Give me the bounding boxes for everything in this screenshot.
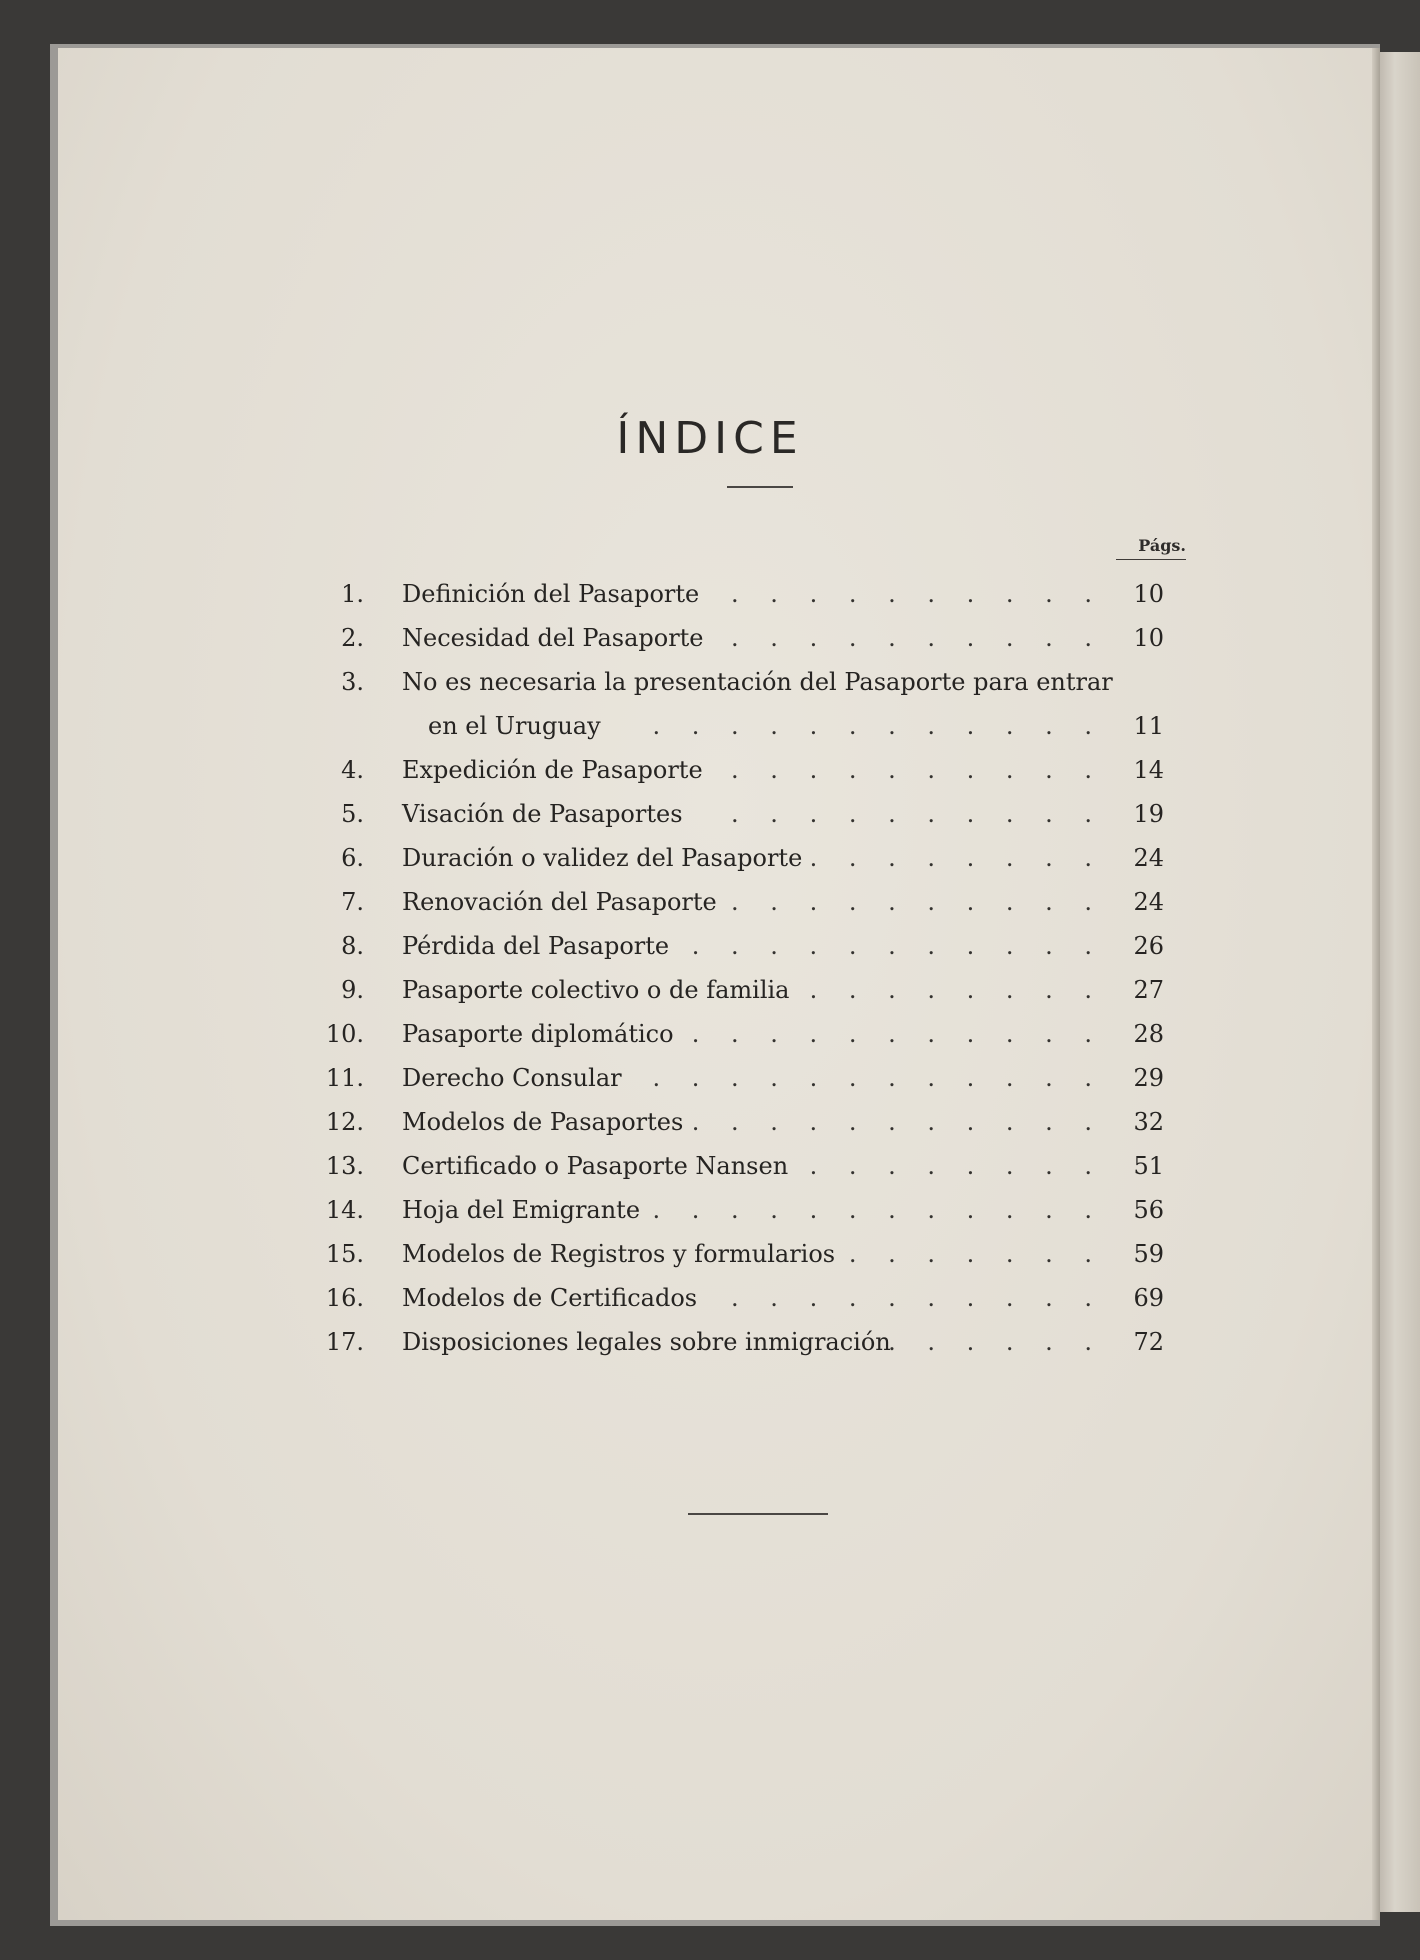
entry-title: Modelos de Certificados (402, 1284, 698, 1312)
dot-leader: . . . . . . . . (809, 976, 1104, 1004)
entry-number: 10. (325, 1020, 364, 1048)
dot-leader: . . . . . . . . . . . (691, 932, 1104, 960)
pages-column-header: Págs. (1138, 536, 1186, 555)
entry-page-number: 11 (1133, 712, 1164, 740)
entry-page-number: 32 (1133, 1108, 1164, 1136)
entry-number: 9. (341, 976, 364, 1004)
entry-number: 17. (325, 1328, 364, 1356)
entry-title: Duración o validez del Pasaporte (402, 844, 803, 872)
entry-title: Visación de Pasaportes (402, 800, 683, 828)
entry-title: Necesidad del Pasaporte (402, 624, 704, 652)
entry-page-number: 10 (1133, 624, 1164, 652)
entry-number: 5. (341, 800, 364, 828)
entry-page-number: 26 (1133, 932, 1164, 960)
toc-entry (325, 1020, 1164, 1060)
toc-entry (325, 1064, 1164, 1104)
toc-entry (340, 712, 1164, 752)
entry-title: No es necesaria la presentación del Pasaporte para entrar (402, 668, 1113, 696)
entry-title: Pasaporte colectivo o de familia (402, 976, 790, 1004)
dot-leader: . . . . . . . . . . . . (652, 712, 1104, 740)
entry-number: 2. (341, 624, 364, 652)
entry-number: 15. (325, 1240, 364, 1268)
entry-title: Modelos de Pasaportes (402, 1108, 684, 1136)
entry-page-number: 19 (1133, 800, 1164, 828)
index-title: ÍNDICE (616, 413, 804, 464)
entry-title: Pérdida del Pasaporte (402, 932, 670, 960)
dot-leader: . . . . . . . . . . . . (652, 1196, 1104, 1224)
entry-number: 4. (341, 756, 364, 784)
entry-number: 16. (325, 1284, 364, 1312)
entry-page-number: 10 (1133, 580, 1164, 608)
toc-entry (325, 1196, 1164, 1236)
entry-page-number: 56 (1133, 1196, 1164, 1224)
toc-entry (340, 800, 1164, 840)
toc-entry (340, 624, 1164, 664)
entry-page-number: 28 (1133, 1020, 1164, 1048)
entry-title: Modelos de Registros y formularios (402, 1240, 836, 1268)
toc-entry (325, 1152, 1164, 1192)
entry-number: 13. (325, 1152, 364, 1180)
dot-leader: . . . . . . . . . . . (691, 1020, 1104, 1048)
entry-page-number: 24 (1133, 844, 1164, 872)
toc-entry (340, 888, 1164, 928)
entry-page-number: 14 (1133, 756, 1164, 784)
dot-leader: . . . . . . (888, 1328, 1104, 1356)
dot-leader: . . . . . . . . . . (731, 888, 1104, 916)
entry-title: en el Uruguay (428, 712, 601, 740)
entry-page-number: 27 (1133, 976, 1164, 1004)
entry-number: 1. (341, 580, 364, 608)
bottom-divider (688, 1513, 828, 1515)
dot-leader: . . . . . . . . (809, 844, 1104, 872)
dot-leader: . . . . . . . . . . (731, 800, 1104, 828)
dot-leader: . . . . . . . . . . . . (652, 1064, 1104, 1092)
entry-page-number: 24 (1133, 888, 1164, 916)
entry-number: 11. (325, 1064, 364, 1092)
entry-title: Pasaporte diplomático (402, 1020, 674, 1048)
entry-title: Certificado o Pasaporte Nansen (402, 1152, 789, 1180)
dot-leader: . . . . . . . . . . (731, 756, 1104, 784)
toc-entry (340, 932, 1164, 972)
entry-title: Definición del Pasaporte (402, 580, 700, 608)
toc-entry (340, 844, 1164, 884)
dot-leader: . . . . . . . (848, 1240, 1104, 1268)
entry-title: Disposiciones legales sobre inmigración (402, 1328, 891, 1356)
entry-number: 3. (341, 668, 364, 696)
entry-title: Hoja del Emigrante (402, 1196, 641, 1224)
entry-title: Derecho Consular (402, 1064, 622, 1092)
dot-leader: . . . . . . . . . . (731, 580, 1104, 608)
entry-page-number: 69 (1133, 1284, 1164, 1312)
entry-title: Renovación del Pasaporte (402, 888, 717, 916)
dot-leader: . . . . . . . . (809, 1152, 1104, 1180)
entry-page-number: 59 (1133, 1240, 1164, 1268)
entry-page-number: 29 (1133, 1064, 1164, 1092)
dot-leader: . . . . . . . . . . . (691, 1108, 1104, 1136)
toc-entry (340, 580, 1164, 620)
dot-leader: . . . . . . . . . . (731, 624, 1104, 652)
entry-number: 6. (341, 844, 364, 872)
entry-title: Expedición de Pasaporte (402, 756, 703, 784)
entry-number: 7. (341, 888, 364, 916)
dot-leader: . . . . . . . . . . (731, 1284, 1104, 1312)
toc-entry (340, 668, 1164, 708)
toc-entry (340, 756, 1164, 796)
toc-entry (325, 1328, 1164, 1368)
toc-entry (325, 1240, 1164, 1280)
entry-page-number: 51 (1133, 1152, 1164, 1180)
toc-entry (325, 1108, 1164, 1148)
entry-number: 12. (325, 1108, 364, 1136)
entry-page-number: 72 (1133, 1328, 1164, 1356)
entry-number: 14. (325, 1196, 364, 1224)
toc-entry (325, 1284, 1164, 1324)
entry-number: 8. (341, 932, 364, 960)
toc-entry (340, 976, 1164, 1016)
